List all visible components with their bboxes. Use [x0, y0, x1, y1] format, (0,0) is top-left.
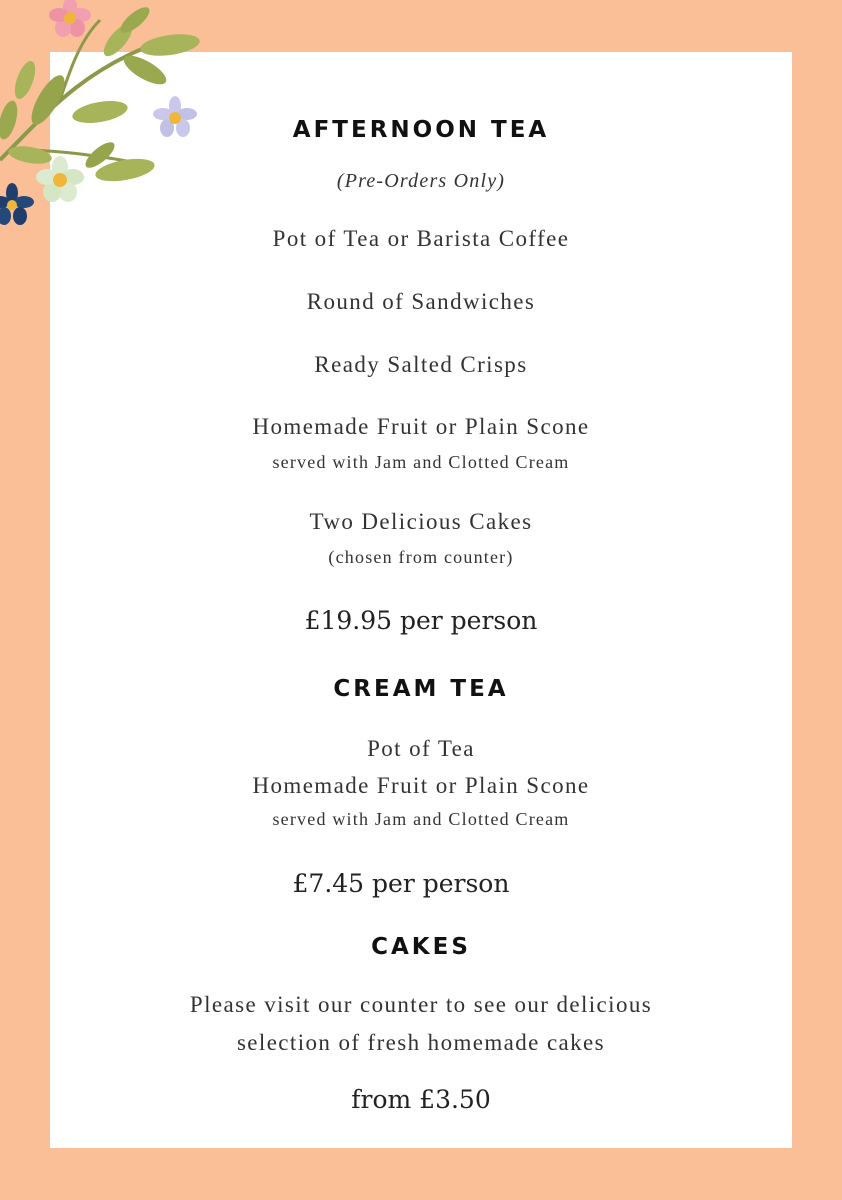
afternoon-tea-item-cakes: Two Delicious Cakes [309, 509, 533, 534]
afternoon-tea-item-scone: Homemade Fruit or Plain Scone [252, 414, 590, 439]
afternoon-tea-item-crisps: Ready Salted Crisps [314, 352, 528, 377]
cream-tea-price: £7.45 per person [292, 869, 510, 898]
cream-tea-item-tea: Pot of Tea [367, 736, 475, 761]
afternoon-tea-heading: AFTERNOON TEA [292, 117, 550, 143]
afternoon-tea-item-scone-note: served with Jam and Clotted Cream [272, 452, 570, 472]
cakes-description-line-1: Please visit our counter to see our delicious [189, 992, 653, 1017]
cakes-price: from £3.50 [351, 1085, 491, 1114]
cakes-description-line-2: selection of fresh homemade cakes [236, 1030, 606, 1055]
cream-tea-item-scone: Homemade Fruit or Plain Scone [252, 773, 590, 798]
cream-tea-item-scone-note: served with Jam and Clotted Cream [272, 809, 570, 829]
cakes-heading: CAKES [371, 934, 471, 960]
afternoon-tea-item-sandwiches: Round of Sandwiches [306, 289, 536, 314]
afternoon-tea-item-drink: Pot of Tea or Barista Coffee [272, 226, 570, 251]
afternoon-tea-price: £19.95 per person [304, 606, 538, 635]
afternoon-tea-item-cakes-note: (chosen from counter) [328, 547, 514, 567]
cream-tea-heading: CREAM TEA [333, 676, 509, 702]
afternoon-tea-note: (Pre-Orders Only) [336, 170, 506, 192]
